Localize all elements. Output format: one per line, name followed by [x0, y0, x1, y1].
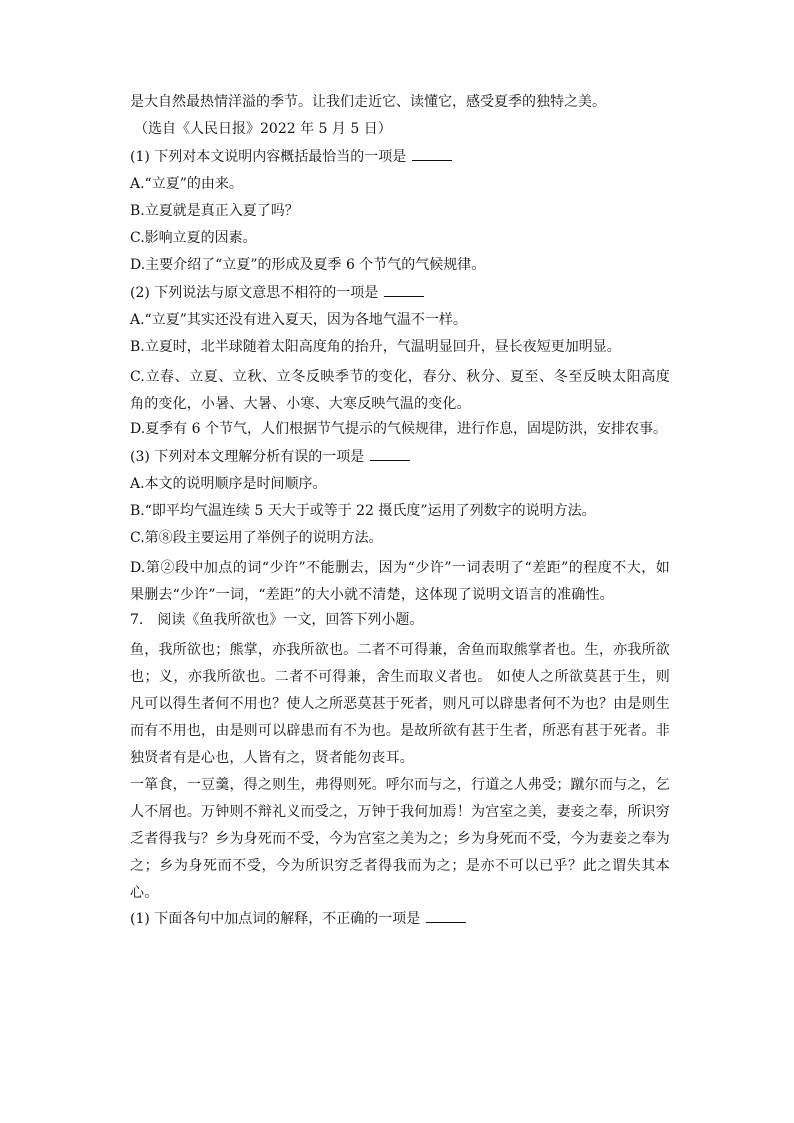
question-2 — [130, 282, 670, 303]
question-3 — [130, 446, 670, 467]
question-7-1 — [130, 908, 670, 929]
question-2-text: (2) 下列说法与原文意思不相符的一项是 — [130, 285, 379, 301]
question-7-number: 7. — [130, 612, 144, 628]
option-1b: B.立夏就是真正入夏了吗？ — [130, 203, 299, 219]
option-2b: B.立夏时，北半球随着太阳高度角的抬升，气温明显回升，昼长夜短更加明显。 — [130, 339, 621, 355]
option-1d: D.主要介绍了“立夏”的形成及夏季 6 个节气的气候规律。 — [130, 257, 486, 273]
option-3d: D.第②段中加点的词“少许”不能删去，因为“少许”一词表明了“差距”的程度不大，如果删去“少许”一词，“差距”的大小就不清楚，这体现了说明文语言的准确性。 — [130, 560, 670, 603]
option-2a: A.“立夏”其实还没有进入夏天，因为各地气温不一样。 — [130, 312, 467, 328]
question-7-text: 阅读《鱼我所欲也》一文，回答下列小题。 — [157, 612, 424, 628]
option-1c: C.影响立夏的因素。 — [130, 230, 257, 246]
answer-blank[interactable] — [370, 446, 410, 461]
text-line: 是大自然最热情洋溢的季节。让我们走近它、读懂它，感受夏季的独特之美。 — [130, 94, 606, 110]
answer-blank[interactable] — [412, 146, 452, 161]
question-7 — [130, 610, 670, 630]
question-1-text: (1) 下列对本文说明内容概括最恰当的一项是 — [130, 149, 407, 165]
option-1a: A.“立夏”的由来。 — [130, 176, 243, 192]
option-3c: C.第⑧段主要运用了举例子的说明方法。 — [130, 530, 383, 546]
option-2d: D.夏季有 6 个节气，人们根据节气提示的气候规律，进行作息，固堤防洪，安排农事。 — [130, 421, 667, 437]
question-1 — [130, 146, 670, 167]
passage-paragraph-1: 鱼，我所欲也；熊掌，亦我所欲也。二者不可得兼，舍鱼而取熊掌者也。生，亦我所欲也；义，亦我所欲也。二者不可得兼，舍生而取义者也。 如使人之所欲莫甚于生，则凡可以得生者何不用也？使人之所恶莫甚于死者，则凡可以辟患者何不为也？由是则生而有不用也，由是则可以辟患而有不为也。是故所欲有甚于生者，所恶有甚于死者。非独贤者有是心也，人皆有之，贤者能勿丧耳。 — [130, 642, 670, 766]
answer-blank[interactable] — [426, 908, 466, 923]
option-3a: A.本文的说明顺序是时间顺序。 — [130, 476, 327, 492]
question-7-1-text: (1) 下面各句中加点词的解释，不正确的一项是 — [130, 911, 421, 927]
answer-blank[interactable] — [384, 282, 424, 297]
source-citation: （选自《人民日报》2022 年 5 月 5 日） — [134, 121, 392, 137]
option-3b: B.“即平均气温连续 5 天大于或等于 22 摄氏度”运用了列数字的说明方法。 — [130, 503, 596, 519]
question-3-text: (3) 下列对本文理解分析有误的一项是 — [130, 449, 365, 465]
passage-paragraph-2: 一箪食，一豆羹，得之则生，弗得则死。呼尔而与之，行道之人弗受；蹴尔而与之，乞人不屑也。万钟则不辩礼义而受之，万钟于我何加焉！为宫室之美，妻妾之奉，所识穷乏者得我与？乡为身死而不受，今为宫室之美为之；乡为身死而不受，今为妻妾之奉为之；乡为身死而不受，今为所识穷乏者得我而为之；是亦不可以已乎？此之谓失其本心。 — [130, 777, 670, 901]
document-page — [130, 92, 670, 936]
option-2c: C.立春、立夏、立秋、立冬反映季节的变化，春分、秋分、夏至、冬至反映太阳高度角的变化，小暑、大暑、小寒、大寒反映气温的变化。 — [130, 369, 670, 412]
